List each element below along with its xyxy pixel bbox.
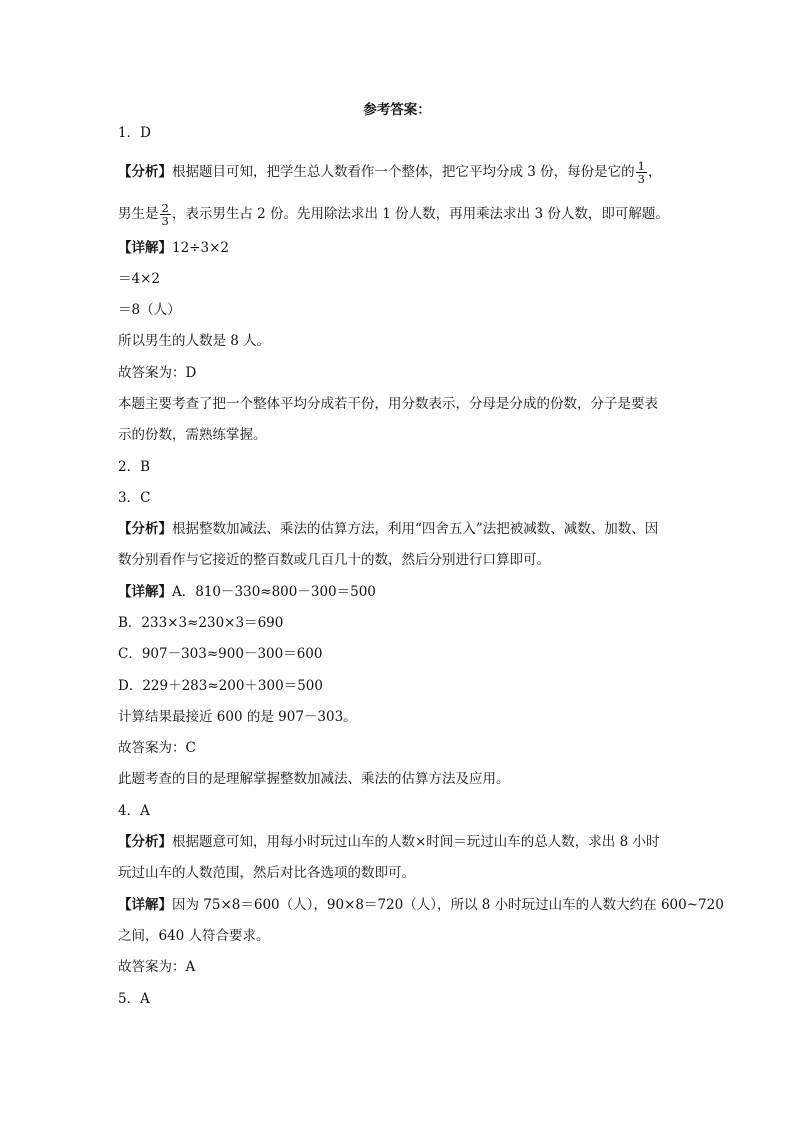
q1-summary-line-2: 示的份数，需熟练掌握。 — [118, 427, 267, 443]
q1-summary-line-1: 本题主要考查了把一个整体平均分成若干份，用分数表示，分母是分成的份数，分子是要表 — [118, 396, 658, 412]
q4-analysis-line-1: 【分析】根据题意可知，用每小时玩过山车的人数×时间＝玩过山车的总人数，求出 8 小时 — [118, 834, 660, 850]
q1-fraction-one-third: $\frac{1}{3}$ — [637, 159, 645, 186]
q3-detail-d: D．229＋283≈200＋300＝500 — [118, 678, 323, 694]
q1-analysis-text-a: 根据题目可知，把学生总人数看作一个整体，把它平均分成 3 份，每份是它的 — [172, 164, 635, 180]
q3-conclusion: 计算结果最接近 600 的是 907－303。 — [118, 709, 357, 725]
q3-analysis-tag: 【分析】 — [118, 521, 172, 537]
q1-fraction-two-thirds: $\frac{2}{3}$ — [161, 201, 169, 228]
q2-number: 2．B — [118, 459, 151, 475]
q1-detail-tag: 【详解】 — [118, 240, 172, 256]
q3-detail-b: B．233×3≈230×3＝690 — [118, 615, 284, 631]
q3-answer: 故答案为：C — [118, 740, 196, 756]
q4-number: 4．A — [118, 803, 150, 819]
q1-analysis-line-2: 男生是 $\frac{2}{3}$ ，表示男生占 2 份。先用除法求出 1 份人数，再用乘法求出 3 份人数，即可解题。 — [118, 201, 669, 228]
q5-number: 5．A — [118, 991, 150, 1007]
q4-detail-line-1: 【详解】因为 75×8＝600（人），90×8＝720（人），所以 8 小时玩过山车的人数大约在 600~720 — [118, 897, 724, 913]
q4-detail-tag: 【详解】 — [118, 897, 172, 913]
q1-analysis-tag: 【分析】 — [118, 164, 172, 180]
q3-number: 3．C — [118, 490, 151, 506]
q3-detail-c: C．907－303≈900－300＝600 — [118, 646, 323, 662]
q3-detail-a: 【详解】A．810－330≈800－300＝500 — [118, 584, 376, 600]
q1-conclusion: 所以男生的人数是 8 人。 — [118, 333, 271, 349]
q4-analysis-line-2: 玩过山车的人数范围，然后对比各选项的数即可。 — [118, 865, 415, 881]
q3-detail-tag: 【详解】 — [118, 584, 172, 600]
q4-analysis-tag: 【分析】 — [118, 834, 172, 850]
q1-step-1: ＝4×2 — [118, 271, 160, 287]
q1-number: 1．D — [118, 125, 151, 141]
page-title: 参考答案： — [363, 102, 431, 118]
q3-analysis-line-1: 【分析】根据整数加减法、乘法的估算方法，利用“四舍五入”法把被减数、减数、加数、因 — [118, 521, 659, 537]
q1-analysis-line-1: 【分析】根据题目可知，把学生总人数看作一个整体，把它平均分成 3 份，每份是它的 $\frac{1}{3}$ ， — [118, 159, 662, 186]
q3-summary: 此题考查的目的是理解掌握整数加减法、乘法的估算方法及应用。 — [118, 771, 510, 787]
q1-detail: 【详解】12÷3×2 — [118, 240, 229, 256]
q4-detail-line-2: 之间，640 人符合要求。 — [118, 928, 270, 944]
q1-step-2: ＝8（人） — [118, 302, 181, 318]
q3-analysis-line-2: 数分别看作与它接近的整百数或几百几十的数，然后分别进行口算即可。 — [118, 552, 550, 568]
q1-answer: 故答案为：D — [118, 365, 197, 381]
q4-answer: 故答案为：A — [118, 959, 196, 975]
